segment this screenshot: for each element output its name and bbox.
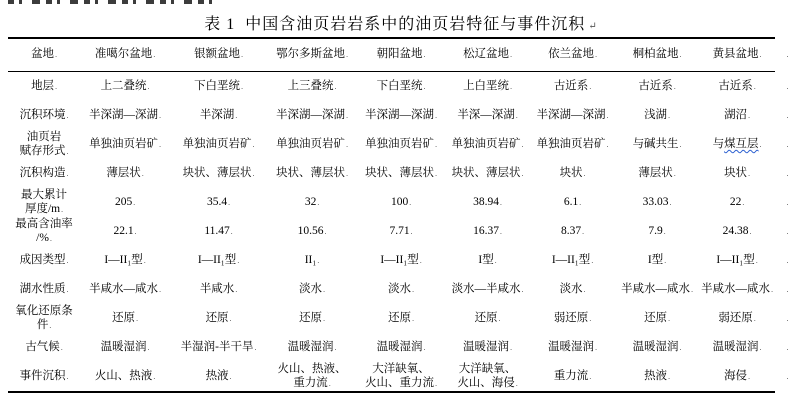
table-cell: 还原.	[644, 311, 670, 324]
column-header: 黄县盆地.	[699, 38, 775, 72]
cell-end-mark: .	[679, 50, 682, 60]
table-cell: 古近系.	[718, 79, 756, 92]
row-end-gutter	[775, 130, 799, 159]
column-header: 银额盆地.	[170, 38, 267, 72]
cell-end-mark: .	[435, 168, 437, 178]
table-cell: 与碱共生.	[632, 137, 682, 150]
cell-end-mark: .	[583, 284, 586, 294]
cell-end-mark: .	[591, 255, 594, 265]
cell-end-mark: .	[153, 371, 156, 381]
cell-end-mark: .	[346, 139, 348, 149]
cell-end-mark: .	[759, 50, 762, 60]
row-end-gutter	[775, 159, 799, 188]
cell-end-mark: .	[229, 313, 232, 323]
table-row	[8, 72, 799, 102]
table-cell: 上白垩统.	[463, 79, 512, 92]
table-row	[8, 101, 799, 130]
cell-end-mark: .	[55, 81, 57, 91]
cell-end-mark: .	[324, 226, 327, 236]
cell-end-mark: .	[521, 168, 524, 178]
table-cell: 8.37.	[561, 224, 584, 237]
paragraph-mark: ↵	[588, 21, 597, 32]
cell-end-mark: .	[147, 342, 150, 352]
cell-end-mark: .	[317, 197, 320, 207]
cell-end-mark: .	[668, 371, 670, 381]
table-row	[8, 130, 799, 159]
cell-end-mark: .	[500, 226, 502, 236]
cell-end-mark: .	[753, 313, 756, 323]
cell-end-mark: .	[595, 342, 597, 352]
table-cell: 与煤互层.	[712, 137, 762, 150]
cell-end-mark: .	[595, 50, 597, 60]
cell-end-mark: .	[515, 378, 518, 388]
row-end-gutter	[775, 304, 799, 333]
table-cell: 205.	[114, 195, 136, 208]
cell-end-mark: .	[786, 197, 789, 207]
table-cell: 半深湖—深湖.	[365, 108, 437, 121]
table-cell: 38.94.	[473, 195, 502, 208]
cell-end-mark: .	[228, 197, 230, 207]
row-end-gutter	[775, 275, 799, 304]
cell-end-mark: .	[673, 81, 676, 91]
row-end-gutter	[775, 246, 799, 275]
table-cell: 淡水—半咸水.	[451, 282, 524, 295]
table-cell: 薄层状.	[106, 166, 144, 179]
cell-end-mark: .	[786, 313, 789, 323]
cell-end-mark: .	[755, 255, 758, 265]
cell-end-mark: .	[673, 168, 676, 178]
table-cell: 温暖湿润.	[548, 340, 597, 353]
table-cell: 还原.	[205, 311, 232, 324]
cell-end-mark: .	[786, 110, 789, 120]
table-cell: 7.9.	[648, 224, 666, 237]
table-cell: I—II₁型.	[716, 253, 758, 266]
table-row	[8, 246, 799, 275]
table-cell: 浅湖.	[644, 108, 670, 121]
cell-end-mark: .	[241, 81, 243, 91]
table-cell: I型.	[647, 253, 667, 266]
cell-end-mark: .	[748, 371, 750, 381]
table-cell: 半深湖—深湖.	[89, 108, 161, 121]
table-cell: 块状、薄层状.	[182, 166, 255, 179]
cell-end-mark: .	[235, 110, 238, 120]
row-end-gutter	[775, 38, 799, 72]
cell-end-mark: .	[583, 168, 586, 178]
row-end-gutter	[775, 362, 799, 392]
table-row	[8, 159, 799, 188]
table-cell: 单独油页岩矿.	[276, 137, 348, 150]
cell-end-mark: .	[521, 284, 524, 294]
table-cell: 16.37.	[473, 224, 502, 237]
table-cell: 下白垩统.	[194, 79, 243, 92]
cell-end-mark: .	[334, 342, 337, 352]
table-cell: 半咸水—咸水.	[89, 282, 161, 295]
column-header: 朝阳盆地.	[357, 38, 445, 72]
row-label: 氧化还原条 件.	[15, 305, 73, 331]
cell-end-mark: .	[229, 371, 232, 381]
cell-end-mark: .	[49, 320, 52, 330]
table-cell: 半咸水.	[199, 282, 238, 295]
table-cell: 单独油页岩矿.	[451, 137, 524, 150]
cell-end-mark: .	[334, 81, 337, 91]
cell-end-mark: .	[668, 313, 670, 323]
cell-end-mark: .	[786, 342, 789, 352]
table-cell: I—II₁型.	[551, 253, 594, 266]
row-label: 古气候.	[25, 340, 63, 353]
cell-end-mark: .	[663, 226, 666, 236]
cell-end-mark: .	[323, 313, 325, 323]
table-cell: 35.4.	[207, 195, 230, 208]
cell-end-mark: .	[159, 284, 161, 294]
table-cell: 单独油页岩矿.	[182, 137, 255, 150]
cell-end-mark: .	[589, 371, 592, 381]
cell-end-mark: .	[510, 342, 512, 352]
cell-end-mark: .	[159, 139, 161, 149]
cell-end-mark: .	[66, 146, 69, 156]
cell-end-mark: .	[786, 50, 789, 59]
cell-end-mark: .	[786, 168, 789, 178]
row-end-gutter	[775, 72, 799, 102]
cell-end-mark: .	[254, 342, 257, 352]
cell-end-mark: .	[60, 342, 63, 352]
row-end-gutter	[775, 333, 799, 362]
column-header: 桐柏盆地.	[615, 38, 699, 72]
cell-end-mark: .	[748, 168, 750, 178]
table-cell: 薄层状.	[638, 166, 676, 179]
cell-end-mark: .	[423, 342, 426, 352]
cell-end-mark: .	[742, 197, 745, 207]
cell-end-mark: .	[515, 110, 518, 120]
table-cell: 温暖湿润.	[376, 340, 426, 353]
row-end-gutter	[775, 217, 799, 246]
row-end-gutter	[775, 101, 799, 130]
cell-end-mark: .	[669, 197, 672, 207]
cell-end-mark: .	[679, 342, 682, 352]
table-cell: 温暖湿润.	[287, 340, 337, 353]
table-cell: 大洋缺氧、 火山、海侵.	[445, 362, 530, 392]
cell-end-mark: .	[435, 139, 437, 149]
table-cell: 11.47.	[204, 224, 233, 237]
cell-end-mark: .	[346, 50, 348, 60]
table-cell: 上二叠统.	[100, 79, 150, 92]
table-cell: 火山、热液、 重力流.	[267, 362, 357, 392]
table-cell: 7.71.	[389, 224, 413, 237]
cell-end-mark: .	[143, 255, 146, 265]
cell-end-mark: .	[759, 342, 762, 352]
table-cell: 块状、薄层状.	[276, 166, 348, 179]
table-cell: 块状.	[724, 166, 750, 179]
row-label: 成因类型.	[19, 253, 69, 266]
table-cell: 热液.	[615, 362, 699, 392]
table-cell: 单独油页岩矿.	[89, 137, 161, 150]
cell-end-mark: .	[510, 81, 512, 91]
table-row	[8, 333, 799, 362]
cell-end-mark: .	[159, 110, 161, 120]
table-cell: 半深湖.	[199, 108, 238, 121]
clipped-text-fragment	[8, 0, 216, 4]
cell-end-mark: .	[346, 168, 348, 178]
table-cell: 10.56.	[297, 224, 327, 237]
cell-end-mark: .	[235, 284, 238, 294]
data-table	[8, 37, 799, 393]
cell-end-mark: .	[134, 226, 137, 236]
cell-end-mark: .	[49, 233, 52, 243]
cell-end-mark: .	[66, 110, 69, 120]
cell-end-mark: .	[494, 255, 497, 265]
table-title-text: 表 1 中国含油页岩岩系中的油页岩特征与事件沉积	[204, 16, 586, 33]
cell-end-mark: .	[435, 110, 437, 120]
table-cell: I—II₁型.	[197, 253, 240, 266]
table-cell: 上三叠统.	[287, 79, 337, 92]
row-label: 沉积构造.	[19, 166, 69, 179]
cell-end-mark: .	[252, 139, 255, 149]
table-cell: 单独油页岩矿.	[365, 137, 437, 150]
table-cell: 重力流.	[530, 362, 615, 392]
table-cell: 6.1.	[563, 195, 582, 208]
cell-end-mark: .	[510, 50, 512, 60]
row-label: 最高含油率 /%.	[15, 218, 73, 244]
table-cell: 单独油页岩矿.	[536, 137, 609, 150]
table-cell: 半咸水—咸水.	[701, 282, 773, 295]
cell-end-mark: .	[323, 284, 325, 294]
cell-end-mark: .	[252, 168, 255, 178]
table-cell: 还原.	[299, 311, 325, 324]
cell-end-mark: .	[691, 284, 693, 294]
cell-end-mark: .	[786, 284, 789, 294]
table-cell: 块状、薄层状.	[451, 166, 524, 179]
table-cell: 温暖湿润.	[632, 340, 682, 353]
table-cell: 弱还原.	[553, 311, 592, 324]
table-cell: 22.1.	[113, 224, 137, 237]
cell-end-mark: .	[759, 139, 762, 149]
table-cell: 22.	[729, 195, 745, 208]
table-cell: I型.	[478, 253, 497, 266]
table-cell: 古近系.	[553, 79, 592, 92]
table-cell: 还原.	[474, 311, 501, 324]
column-header: 松辽盆地.	[445, 38, 530, 72]
table-cell: I—II₁型.	[104, 253, 146, 266]
cell-end-mark: .	[412, 313, 414, 323]
cell-end-mark: .	[66, 255, 69, 265]
row-label: 最大累计 厚度/m.	[21, 189, 67, 215]
table-cell: 淡水.	[559, 282, 586, 295]
table-row	[8, 304, 799, 333]
table-cell: II₁.	[304, 253, 320, 266]
row-label: 油页岩 赋存形式.	[19, 131, 69, 157]
table-cell: 热液.	[170, 362, 267, 392]
cell-end-mark: .	[748, 110, 750, 120]
table-cell: 温暖湿润.	[100, 340, 150, 353]
cell-end-mark: .	[141, 168, 144, 178]
table-title	[0, 11, 801, 34]
cell-end-mark: .	[668, 110, 670, 120]
cell-end-mark: .	[55, 50, 57, 60]
table-cell: 温暖湿润.	[712, 340, 762, 353]
cell-end-mark: .	[606, 139, 609, 149]
table-cell: 大洋缺氧、 火山、重力流.	[357, 362, 445, 392]
table-cell: 火山、热液.	[80, 362, 170, 392]
cell-end-mark: .	[786, 372, 789, 382]
cell-end-mark: .	[409, 197, 412, 207]
cell-end-mark: .	[786, 255, 789, 265]
cell-end-mark: .	[136, 313, 138, 323]
table-row	[8, 362, 799, 392]
table-cell: 24.38.	[722, 224, 752, 237]
cell-end-mark: .	[410, 226, 413, 236]
cell-end-mark: .	[589, 313, 592, 323]
table-cell: 32.	[304, 195, 320, 208]
table-cell: 古近系.	[638, 79, 676, 92]
cell-end-mark: .	[753, 81, 756, 91]
column-header: 鄂尔多斯盆地.	[267, 38, 357, 72]
table-cell: 温暖湿润.	[463, 340, 512, 353]
cell-end-mark: .	[317, 255, 320, 265]
cell-end-mark: .	[237, 255, 240, 265]
table-cell: 还原.	[388, 311, 414, 324]
cell-end-mark: .	[771, 284, 773, 294]
cell-end-mark: .	[61, 204, 63, 214]
table-cell: 块状、薄层状.	[365, 166, 437, 179]
table-cell: 淡水.	[388, 282, 414, 295]
cell-end-mark: .	[679, 139, 682, 149]
table-cell: 半深—深湖.	[457, 108, 518, 121]
cell-end-mark: .	[230, 226, 233, 236]
cell-end-mark: .	[606, 110, 609, 120]
table-row	[8, 275, 799, 304]
table-cell: I—II₁型.	[380, 253, 422, 266]
table-cell: 半深湖—深湖.	[536, 108, 609, 121]
table-cell: 半咸水—咸水.	[621, 282, 693, 295]
cell-end-mark: .	[500, 197, 502, 207]
row-label: 事件沉积.	[8, 362, 80, 392]
cell-end-mark: .	[66, 371, 69, 381]
cell-end-mark: .	[582, 226, 584, 236]
table-cell: 还原.	[112, 311, 138, 324]
cell-end-mark: .	[66, 284, 69, 294]
row-label-column-header: 盆地.	[8, 38, 80, 72]
cell-end-mark: .	[328, 378, 331, 388]
cell-end-mark: .	[786, 139, 789, 149]
cell-end-mark: .	[786, 81, 789, 91]
table-cell: 湖沼.	[724, 108, 750, 121]
column-header: 准噶尔盆地.	[80, 38, 170, 72]
row-end-gutter	[775, 188, 799, 217]
cell-end-mark: .	[241, 50, 243, 60]
table-cell: 下白垩统.	[376, 79, 426, 92]
cell-end-mark: .	[419, 255, 422, 265]
cell-end-mark: .	[749, 226, 752, 236]
cell-end-mark: .	[589, 81, 592, 91]
table-cell: 块状.	[559, 166, 586, 179]
table-cell: 半深湖—深湖.	[276, 108, 348, 121]
row-label: 湖水性质.	[19, 282, 69, 295]
table-cell: 100.	[390, 195, 412, 208]
spellcheck-wavy-text: 煤互层	[724, 137, 759, 150]
cell-end-mark: .	[133, 197, 136, 207]
header-row	[8, 38, 799, 72]
cell-end-mark: .	[435, 378, 437, 388]
table-cell: 弱还原.	[718, 311, 756, 324]
table-cell: 淡水.	[299, 282, 325, 295]
cell-end-mark: .	[346, 110, 348, 120]
cell-end-mark: .	[153, 50, 156, 60]
table-row	[8, 217, 799, 246]
cell-end-mark: .	[579, 197, 582, 207]
cell-end-mark: .	[412, 284, 414, 294]
cell-end-mark: .	[498, 313, 501, 323]
cell-end-mark: .	[521, 139, 524, 149]
table-cell: 33.03.	[642, 195, 672, 208]
table-row	[8, 188, 799, 217]
cell-end-mark: .	[423, 81, 426, 91]
cell-end-mark: .	[786, 226, 789, 236]
row-label: 地层.	[31, 79, 57, 92]
cell-end-mark: .	[664, 255, 667, 265]
table-cell: 海侵.	[699, 362, 775, 392]
cell-end-mark: .	[66, 168, 69, 178]
cell-end-mark: .	[423, 50, 426, 60]
table-cell: 半湿润-半干旱.	[180, 340, 257, 353]
column-header: 依兰盆地.	[530, 38, 615, 72]
row-label: 沉积环境.	[19, 108, 69, 121]
cell-end-mark: .	[147, 81, 150, 91]
